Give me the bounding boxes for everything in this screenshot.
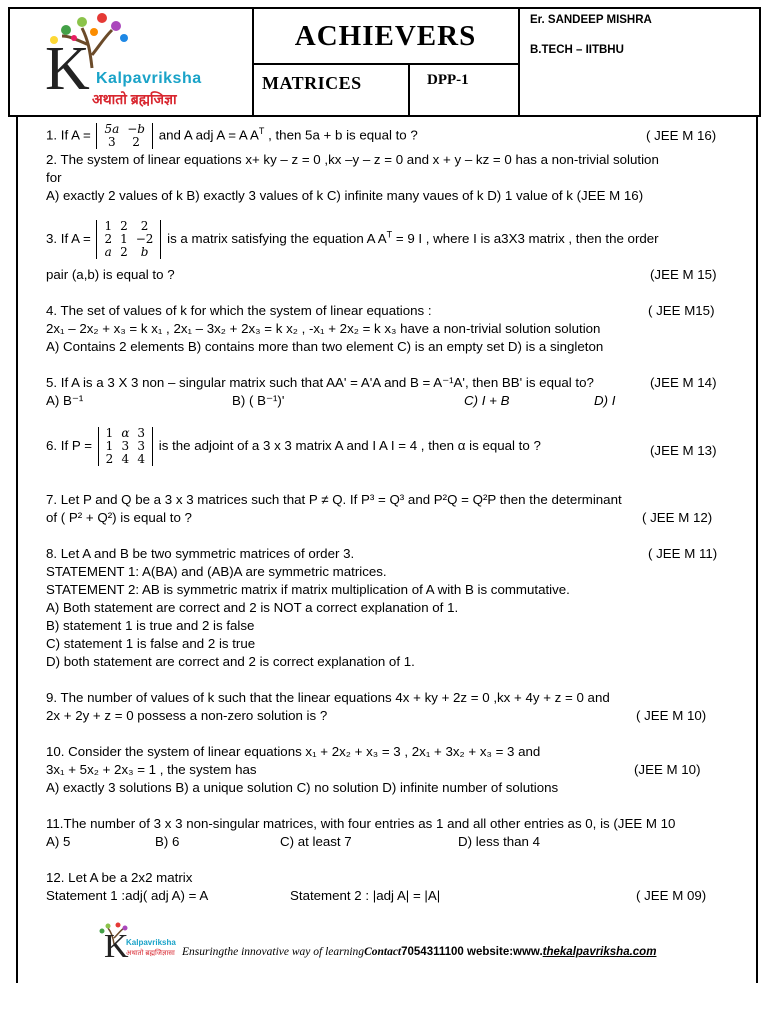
q7-tag: ( JEE M 12) [642,510,713,525]
q8-line-1: 8. Let A and B be two symmetric matrices of order 3. [46,546,355,561]
author-name: Er. SANDEEP MISHRA [530,14,652,26]
footer-contact-label: Contact [364,946,402,958]
left-border [16,117,18,983]
matrix-cell: 2 [120,245,128,259]
q1-matrix [96,123,153,149]
dpp-label: DPP-1 [427,72,469,88]
footer-website-link[interactable]: thekalpavriksha.com [542,946,657,958]
q2-options: A) exactly 2 values of k B) exactly 3 values of k C) infinite many vaues of k D) 1 value of k (JEE M 16) [46,188,644,203]
matrix-cell: α [121,426,130,440]
matrix-cell: −2 [135,232,154,246]
header-divider-3 [408,63,410,117]
q2-line-1: 2. The system of linear equations x+ ky – z = 0 ,kx –y – z = 0 and x + y – kz = 0 has a non-trivial solution [46,152,659,167]
q11-opt-b: B) 6 [155,834,180,849]
footer-logo-name: Kalpavriksha [126,938,176,947]
q11-opt-c: C) at least 7 [280,834,352,849]
q8-opt-a: A) Both statement are correct and 2 is NOT a correct explanation of 1. [46,600,459,615]
footer-tagline: Ensuringthe innovative way of learning [182,946,365,958]
q3-line-2: pair (a,b) is equal to ? [46,267,175,282]
page-title: ACHIEVERS [294,20,477,52]
matrix-cell: −b [127,121,145,136]
matrix-cell: 2 [132,134,140,149]
right-border [756,117,758,983]
matrix-cell: a [104,245,112,259]
matrix-cell: 3 [137,439,146,453]
q5-tag: (JEE M 14) [650,375,717,390]
matrix-cell: 3 [108,134,116,149]
q1-text-a: 1. If A = [46,127,91,143]
matrix-cell: 1 [105,426,114,440]
matrix-cell: 3 [137,426,146,440]
q3-text-a: 3. If A = [46,231,91,247]
q3-text-b: is a matrix satisfying the equation A A [167,231,387,247]
q4-tag: ( JEE M15) [648,303,715,318]
q11-opt-d: D) less than 4 [458,834,541,849]
q7-line-1: 7. Let P and Q be a 3 x 3 matrices such that P ≠ Q. If P³ = Q³ and P²Q = Q²P then the determinant [46,492,622,507]
question-6 [46,427,541,466]
q10-line-2: 3x₁ + 5x₂ + 2x₃ = 1 , the system has [46,762,257,777]
footer-logo-k: K [104,928,129,965]
q1-text-b: and A adj A = A A [158,127,259,143]
q3-text-c: = 9 I , where I is a3X3 matrix , then the order [395,231,659,247]
matrix-cell: b [140,245,149,259]
footer-logo-tagline: अथातो ब्रह्मजिज्ञासा [126,950,175,957]
header-divider-1 [252,7,254,117]
matrix-cell: 4 [121,452,130,466]
footer-website-label: website:www. [467,946,543,958]
footer [92,922,712,970]
matrix-cell: 3 [121,439,130,453]
q8-opt-c: C) statement 1 is false and 2 is true [46,636,256,651]
logo-name: Kalpavriksha [96,70,202,87]
q8-opt-b: B) statement 1 is true and 2 is false [46,618,255,633]
q5-opt-d: D) I [594,393,616,408]
q4-options: A) Contains 2 elements B) contains more than two element C) is an empty set D) is a singleton [46,339,604,354]
footer-phone: 7054311100 [401,946,464,958]
author-degree: B.TECH – IITBHU [530,44,624,56]
q6-matrix [98,427,153,466]
question-1: 1. If A = 5a −b 3 2 and A adj A = A $A^T$ , then 5a + b is equal to ? [46,121,418,149]
matrix-cell: 5a [104,121,120,136]
subject-label: MATRICES [262,73,362,93]
q11-opt-a: A) 5 [46,834,71,849]
matrix-cell: 4 [137,452,146,466]
footer-contact-line [182,946,656,958]
q6-tag: (JEE M 13) [650,443,717,458]
q2-line-2: for [46,170,62,185]
q12-tag: ( JEE M 09) [636,888,707,903]
matrix-cell: 1 [104,219,113,233]
q10-line-1: 10. Consider the system of linear equations x₁ + 2x₂ + x₃ = 3 , 2x₁ + 3x₂ + x₃ = 3 and [46,744,541,759]
q12-line-1: 12. Let A be a 2x2 matrix [46,870,193,885]
logo-letter-k: K [45,35,90,103]
matrix-cell: 2 [105,452,114,466]
header-divider-h [252,63,518,65]
q6-text-b: is the adjoint of a 3 x 3 matrix A and I A I = 4 , then α is equal to ? [158,438,541,454]
q11-line-1: 11.The number of 3 x 3 non-singular matrices, with four entries as 1 and all other entries as 0, is (JEE M 10 [46,816,676,831]
q3-tag: (JEE M 15) [650,267,717,282]
q4-line-2: 2x₁ – 2x₂ + x₃ = k x₁ , 2x₁ – 3x₂ + 2x₃ = k x₂ , -x₁ + 2x₂ = k x₃ have a non-trivial solution solution [46,321,601,336]
q9-line-1: 9. The number of values of k such that the linear equations 4x + ky + 2z = 0 ,kx + 4y + z = 0 and [46,690,610,705]
matrix-cell: 2 [140,219,149,233]
q5-opt-a: A) B⁻¹ [46,393,84,408]
logo-tagline: अथातो ब्रह्मजिज्ञा [92,91,177,107]
q5-opt-b: B) ( B⁻¹)' [232,393,285,408]
q1-text-c: , then 5a + b is equal to ? [268,127,418,143]
q5-line-1: 5. If A is a 3 X 3 non – singular matrix such that AA' = A'A and B = A⁻¹A', then BB' is equal to? [46,375,594,390]
q5-opt-c: C) I + B [464,393,510,408]
q9-line-2: 2x + 2y + z = 0 possess a non-zero solution is ? [46,708,328,723]
q10-tag: (JEE M 10) [634,762,701,777]
q8-statement-2: STATEMENT 2: AB is symmetric matrix if matrix multiplication of A with B is commutative. [46,582,570,597]
matrix-cell: 2 [104,232,113,246]
q7-line-2: of ( P² + Q²) is equal to ? [46,510,192,525]
matrix-cell: 1 [105,439,114,453]
question-3: 3. If A = 1 2 2 2 1 −2 a 2 b is a matrix satisfying the equation A $A^T = 9$ I , where I is a3X3 matrix , then the order [46,219,659,259]
matrix-cell: 2 [120,219,128,233]
q6-text-a: 6. If P = [46,438,92,454]
header-divider-2 [518,7,520,117]
q8-tag: ( JEE M 11) [648,546,718,561]
q4-line-1: 4. The set of values of k for which the system of linear equations : [46,303,432,318]
matrix-cell: 1 [120,232,128,246]
q12-statement-1: Statement 1 :adj( adj A) = A [46,888,209,903]
q3-matrix [96,220,161,259]
q1-tag: ( JEE M 16) [646,128,717,143]
q8-statement-1: STATEMENT 1: A(BA) and (AB)A are symmetric matrices. [46,564,387,579]
q12-statement-2: Statement 2 : |adj A| = |A| [290,888,441,903]
q8-opt-d: D) both statement are correct and 2 is correct explanation of 1. [46,654,415,669]
q9-tag: ( JEE M 10) [636,708,707,723]
q10-options: A) exactly 3 solutions B) a unique solution C) no solution D) infinite number of solutions [46,780,559,795]
